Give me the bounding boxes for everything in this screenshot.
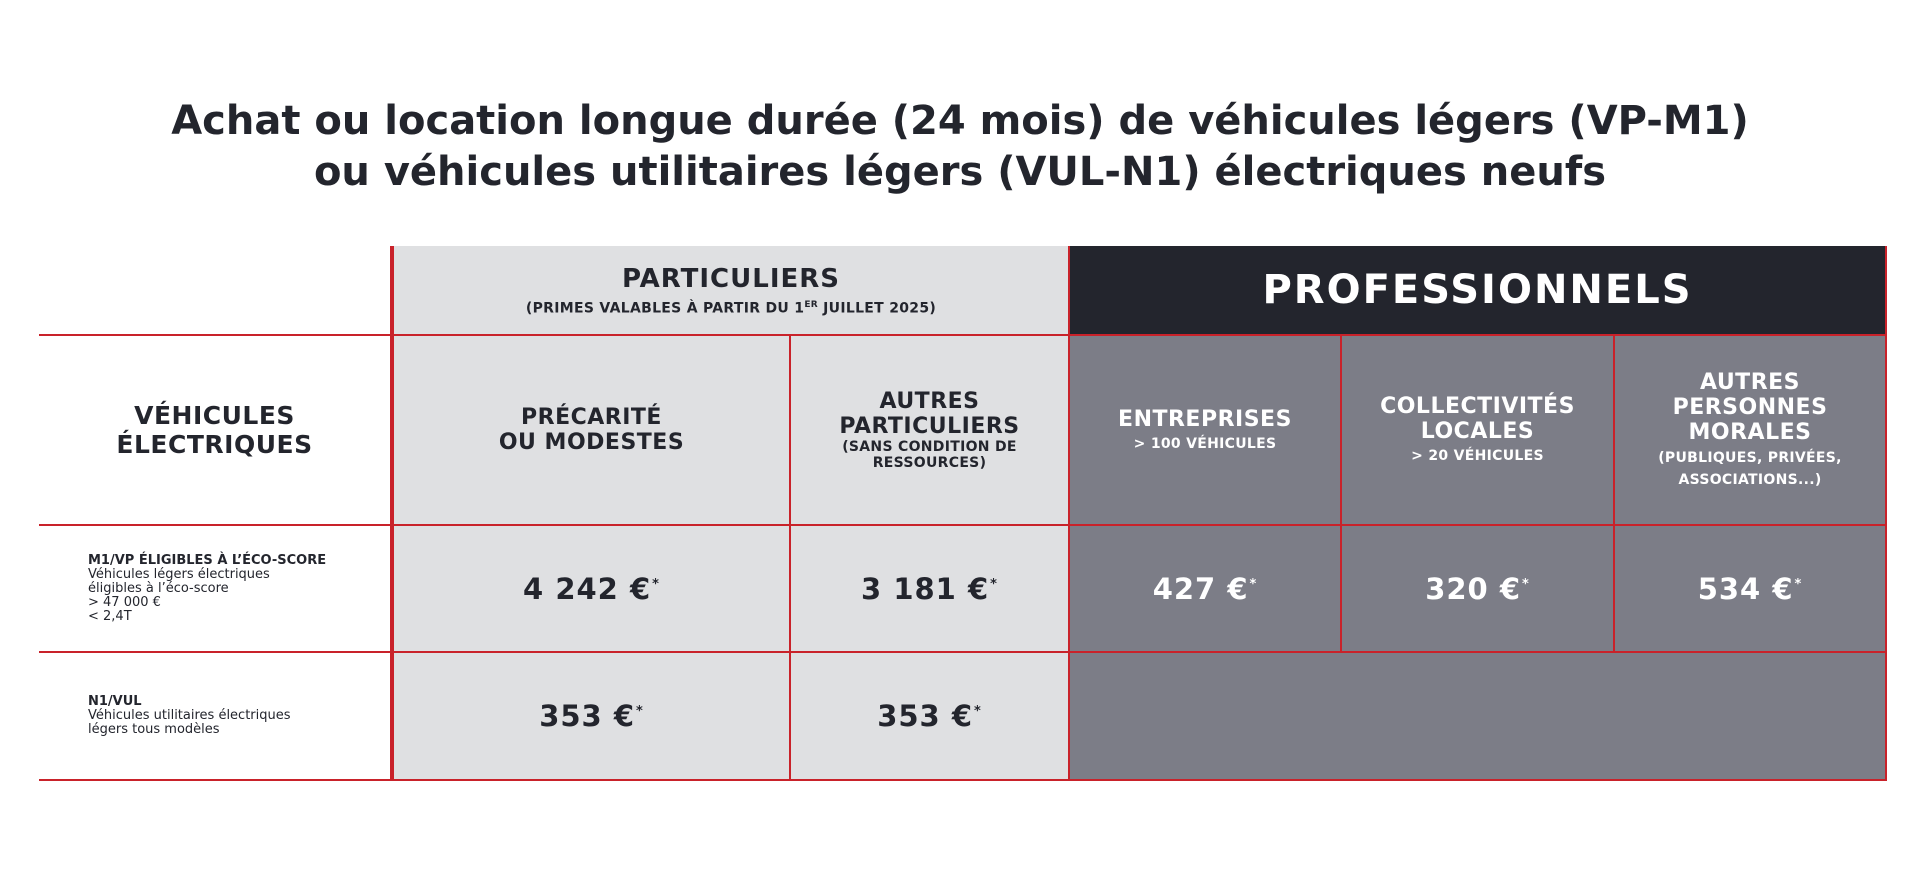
- column-header-entreprises: ENTREPRISES > 100 VÉHICULES: [1070, 336, 1342, 526]
- column-header-collectivites: COLLECTIVITÉS LOCALES > 20 VÉHICULES: [1342, 336, 1615, 526]
- price-m1-autres-morales: 534 €*: [1615, 526, 1887, 653]
- row-label-n1: N1/VUL Véhicules utilitaires électriques légers tous modèles: [39, 653, 392, 781]
- column-header-autres-personnes-morales: AUTRES PERSONNES MORALES (PUBLIQUES, PRIVÉES, ASSOCIATIONS...): [1615, 336, 1887, 526]
- header-particuliers: [392, 246, 1070, 336]
- header-professionnels: [1070, 246, 1887, 336]
- header-particuliers-note: (PRIMES VALABLES À PARTIR DU 1ER JUILLET 2025): [525, 299, 937, 317]
- header-particuliers-label: PARTICULIERS: [622, 263, 840, 294]
- page-title-line-2: ou véhicules utilitaires légers (VUL-N1) électriques neufs: [313, 149, 1607, 195]
- column-header-autres-particuliers: AUTRES PARTICULIERS (SANS CONDITION DE RESSOURCES): [791, 336, 1070, 526]
- page-title: [0, 96, 1920, 198]
- price-m1-entreprises: 427 €*: [1070, 526, 1342, 653]
- row-label-m1: M1/VP ÉLIGIBLES À L’ÉCO-SCORE Véhicules légers électriques éligibles à l’éco-score > 47 000 € < 2,4T: [39, 526, 392, 653]
- header-professionnels-label: PROFESSIONNELS: [1262, 267, 1693, 313]
- column-header-precarite: PRÉCARITÉ OU MODESTES: [392, 336, 791, 526]
- n1-professionnels-empty: [1070, 653, 1887, 781]
- bonus-table: [39, 246, 1887, 781]
- price-n1-autres-particuliers: 353 €*: [791, 653, 1070, 781]
- corner-label: VÉHICULES ÉLECTRIQUES: [39, 336, 392, 526]
- price-m1-precarite: 4 242 €*: [392, 526, 791, 653]
- price-m1-collectivites: 320 €*: [1342, 526, 1615, 653]
- page-title-line-1: Achat ou location longue durée (24 mois) de véhicules légers (VP-M1): [171, 98, 1749, 144]
- price-m1-autres-particuliers: 3 181 €*: [791, 526, 1070, 653]
- table-corner-top: [39, 246, 392, 336]
- price-n1-precarite: 353 €*: [392, 653, 791, 781]
